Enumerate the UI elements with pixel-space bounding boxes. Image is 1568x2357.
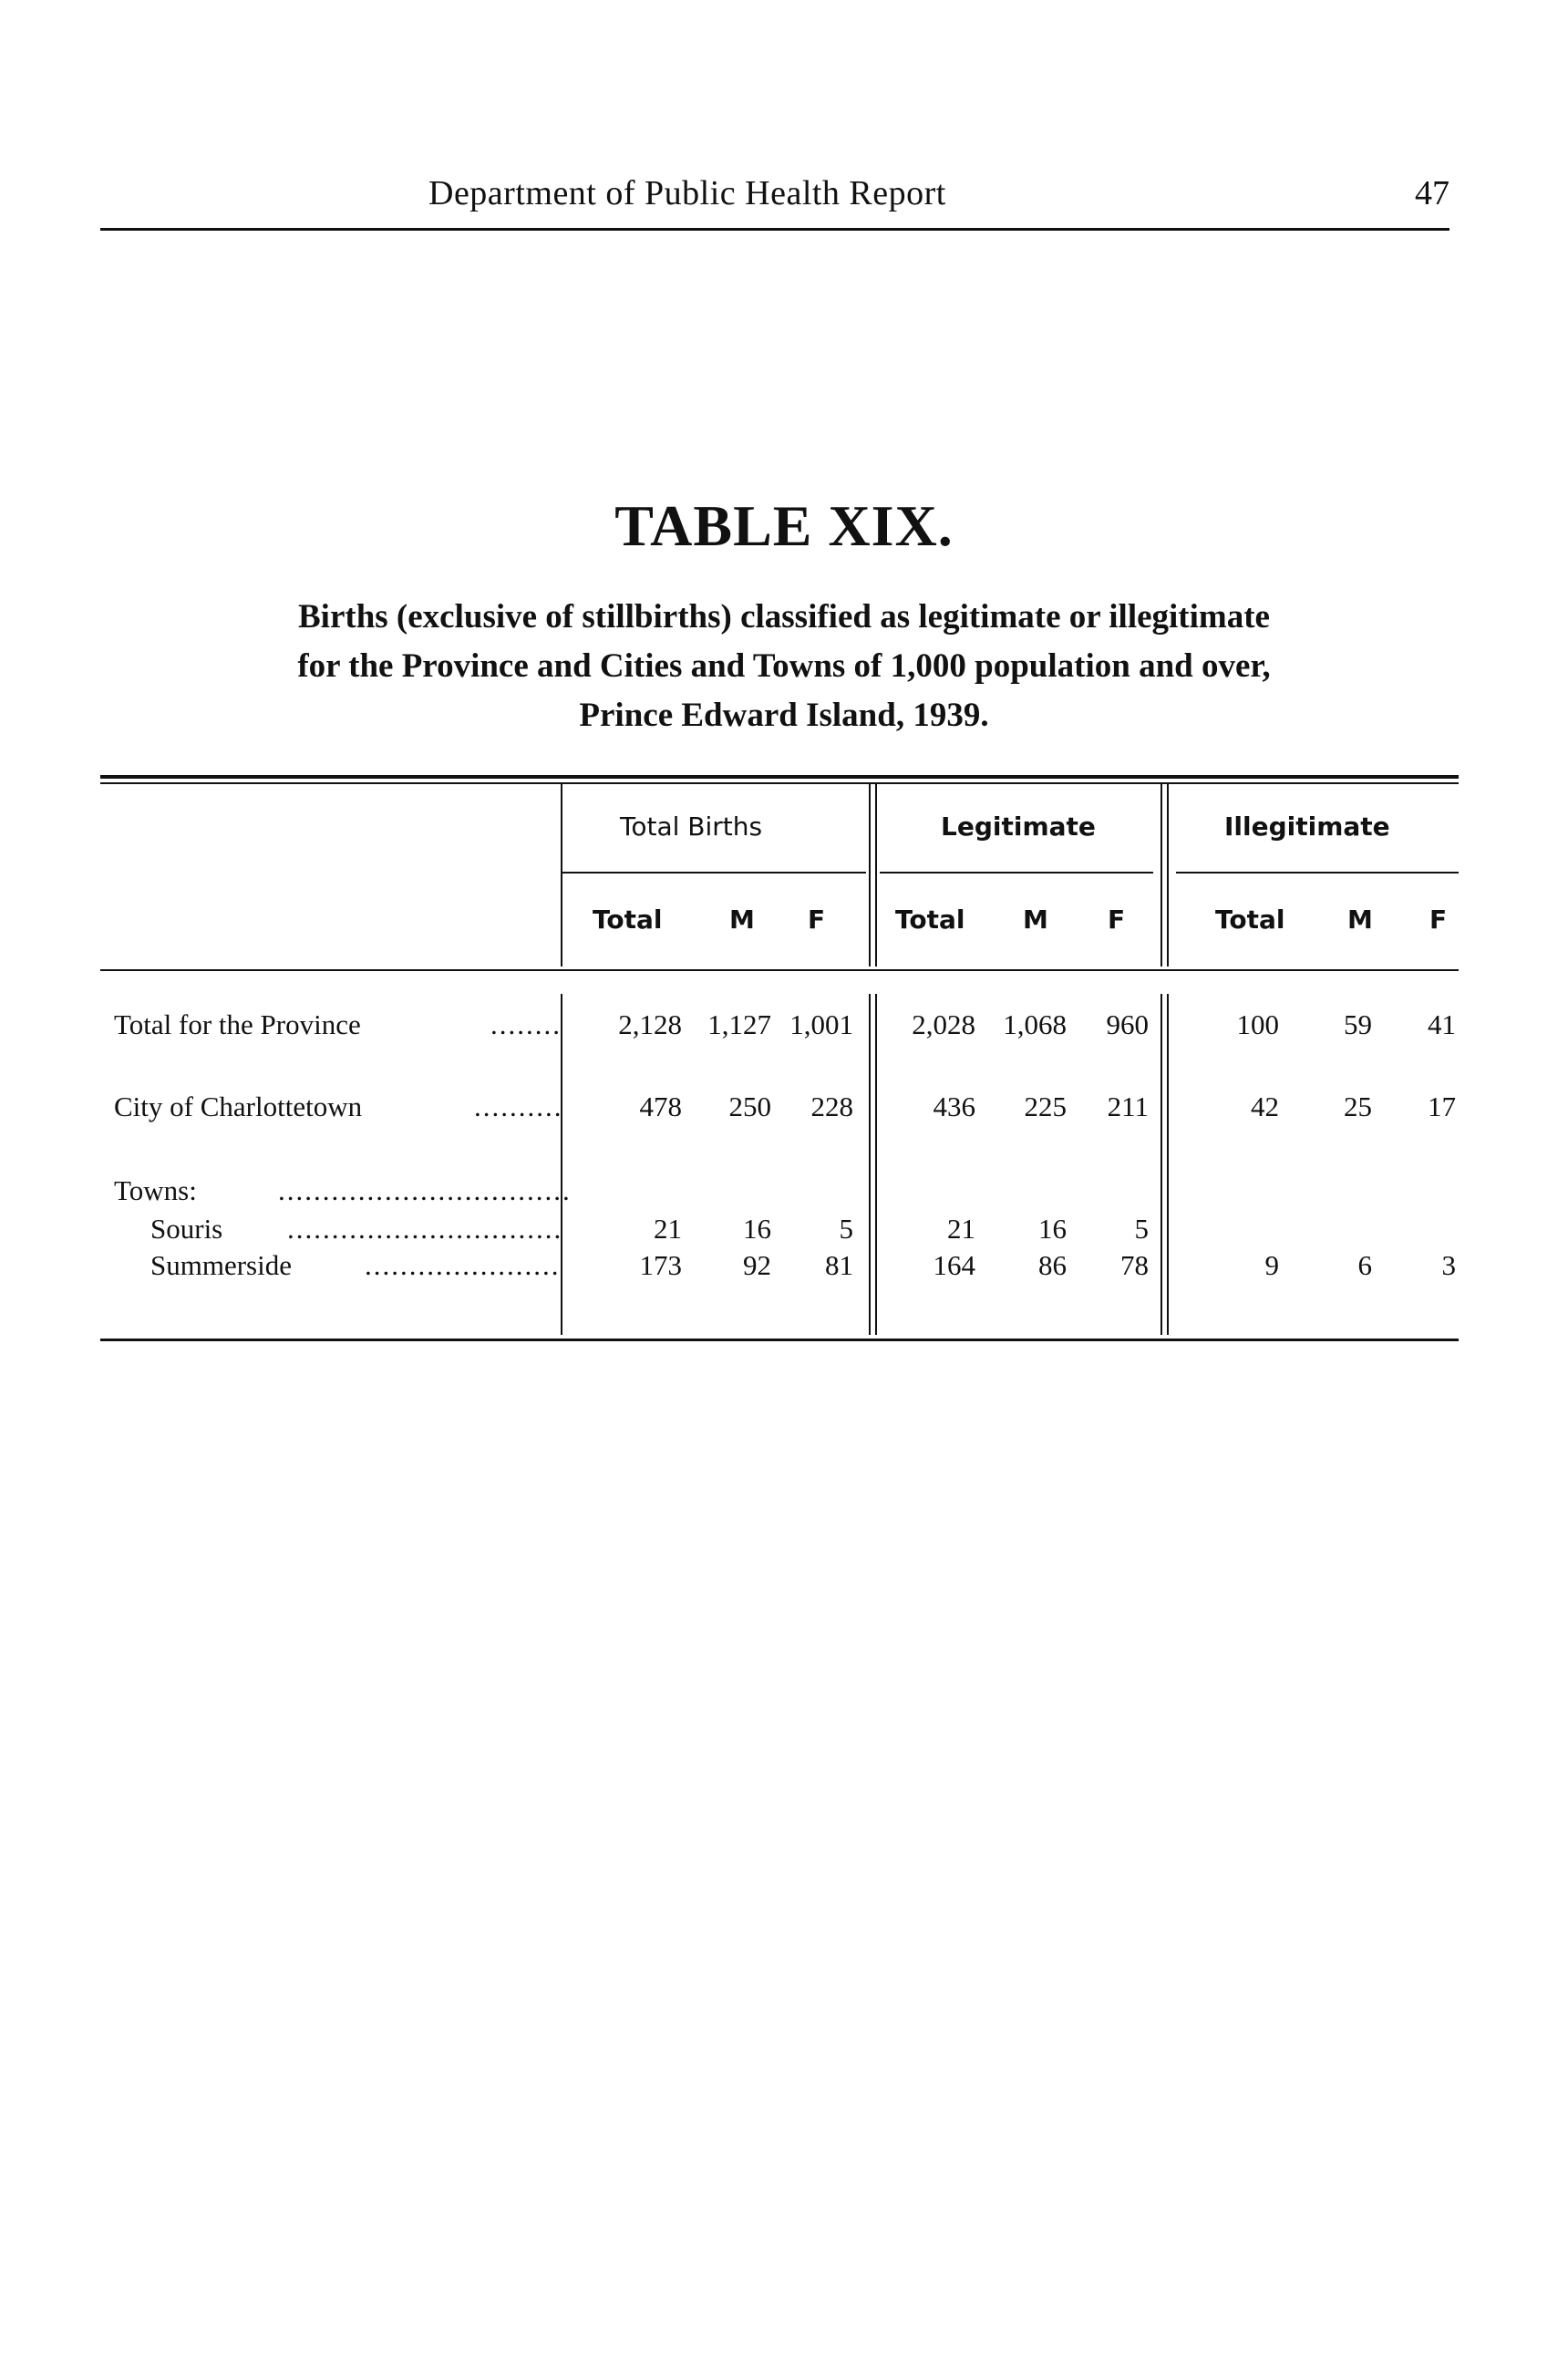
subheader-total: Total — [895, 905, 965, 935]
cell-illegitimate-f: 41 — [1428, 1008, 1456, 1040]
cell-total-births-m: 92 — [743, 1249, 771, 1281]
cell-total-births-m: 250 — [728, 1091, 771, 1122]
cell-legitimate-total: 436 — [933, 1091, 975, 1122]
cell-total-births-f: 1,001 — [789, 1008, 853, 1040]
cell-total-births-f: 5 — [839, 1213, 853, 1245]
cell-legitimate-m: 86 — [1038, 1249, 1067, 1281]
row-leader-dots: ............................... — [287, 1213, 563, 1245]
column-divider — [1161, 994, 1162, 1335]
cell-illegitimate-total: 42 — [1251, 1091, 1279, 1122]
group-header-illegitimate: Illegitimate — [1224, 812, 1390, 842]
group-header-total-births: Total Births — [620, 812, 763, 842]
cell-illegitimate-m: 59 — [1344, 1008, 1372, 1040]
subheader-total: Total — [593, 905, 663, 935]
group-underline — [880, 872, 1153, 874]
header-rule — [100, 969, 1459, 971]
cell-total-births-total: 2,128 — [618, 1008, 682, 1040]
row-label: Towns: — [114, 1174, 197, 1206]
page-header — [100, 170, 1449, 231]
cell-illegitimate-f: 17 — [1428, 1091, 1456, 1122]
cell-total-births-m: 16 — [743, 1213, 771, 1245]
top-rule — [100, 775, 1459, 779]
group-underline — [1176, 872, 1459, 874]
caption-line: Prince Edward Island, 1939. — [579, 697, 989, 734]
births-table — [100, 775, 1459, 1359]
row-leader-dots: .......... — [474, 1091, 563, 1122]
cell-total-births-total: 173 — [639, 1249, 682, 1281]
column-divider — [1161, 784, 1162, 967]
cell-total-births-total: 21 — [654, 1213, 682, 1245]
cell-total-births-f: 228 — [810, 1091, 853, 1122]
cell-total-births-m: 1,127 — [707, 1008, 771, 1040]
cell-legitimate-m: 16 — [1038, 1213, 1067, 1245]
bottom-rule — [100, 1339, 1459, 1341]
row-label: Total for the Province — [114, 1008, 361, 1040]
row-leader-dots: ...................... — [365, 1249, 561, 1281]
caption-line: for the Province and Cities and Towns of 1,000 population and over, — [297, 647, 1271, 685]
cell-legitimate-f: 5 — [1134, 1213, 1149, 1245]
table-title: TABLE XIX. — [614, 493, 954, 558]
page-number: 47 — [1415, 174, 1449, 212]
cell-legitimate-f: 960 — [1106, 1008, 1149, 1040]
running-title: Department of Public Health Report — [428, 174, 946, 212]
column-divider — [875, 994, 877, 1335]
row-leader-dots: ........ — [490, 1008, 562, 1040]
column-divider — [1167, 994, 1169, 1335]
cell-legitimate-f: 78 — [1120, 1249, 1149, 1281]
table-caption — [91, 593, 1477, 740]
cell-total-births-total: 478 — [639, 1091, 682, 1122]
subheader-f: F — [1108, 905, 1126, 935]
top-rule-thin — [100, 782, 1459, 784]
column-divider — [1167, 784, 1169, 967]
column-divider — [869, 994, 871, 1335]
cell-total-births-f: 81 — [825, 1249, 853, 1281]
column-divider — [875, 784, 877, 967]
column-divider — [869, 784, 871, 967]
cell-illegitimate-m: 6 — [1357, 1249, 1372, 1281]
cell-legitimate-total: 21 — [947, 1213, 975, 1245]
row-label: City of Charlottetown — [114, 1091, 363, 1122]
row-leader-dots: ................................. — [278, 1174, 572, 1206]
cell-legitimate-total: 164 — [933, 1249, 975, 1281]
group-underline — [561, 872, 866, 874]
cell-illegitimate-m: 25 — [1344, 1091, 1372, 1122]
cell-legitimate-f: 211 — [1107, 1091, 1149, 1122]
cell-legitimate-m: 1,068 — [1003, 1008, 1067, 1040]
column-divider — [561, 784, 562, 967]
subheader-m: M — [729, 905, 755, 935]
cell-legitimate-total: 2,028 — [912, 1008, 975, 1040]
row-label: Summerside — [150, 1249, 292, 1281]
caption-line: Births (exclusive of stillbirths) classified as legitimate or illegitimate — [298, 598, 1270, 636]
cell-illegitimate-total: 9 — [1264, 1249, 1279, 1281]
column-divider — [561, 994, 562, 1335]
subheader-m: M — [1023, 905, 1048, 935]
cell-legitimate-m: 225 — [1024, 1091, 1067, 1122]
cell-illegitimate-total: 100 — [1236, 1008, 1279, 1040]
subheader-f: F — [1429, 905, 1448, 935]
row-label: Souris — [150, 1213, 223, 1245]
subheader-f: F — [808, 905, 826, 935]
cell-illegitimate-f: 3 — [1441, 1249, 1456, 1281]
subheader-total: Total — [1215, 905, 1285, 935]
group-header-legitimate: Legitimate — [941, 812, 1096, 842]
subheader-m: M — [1347, 905, 1373, 935]
